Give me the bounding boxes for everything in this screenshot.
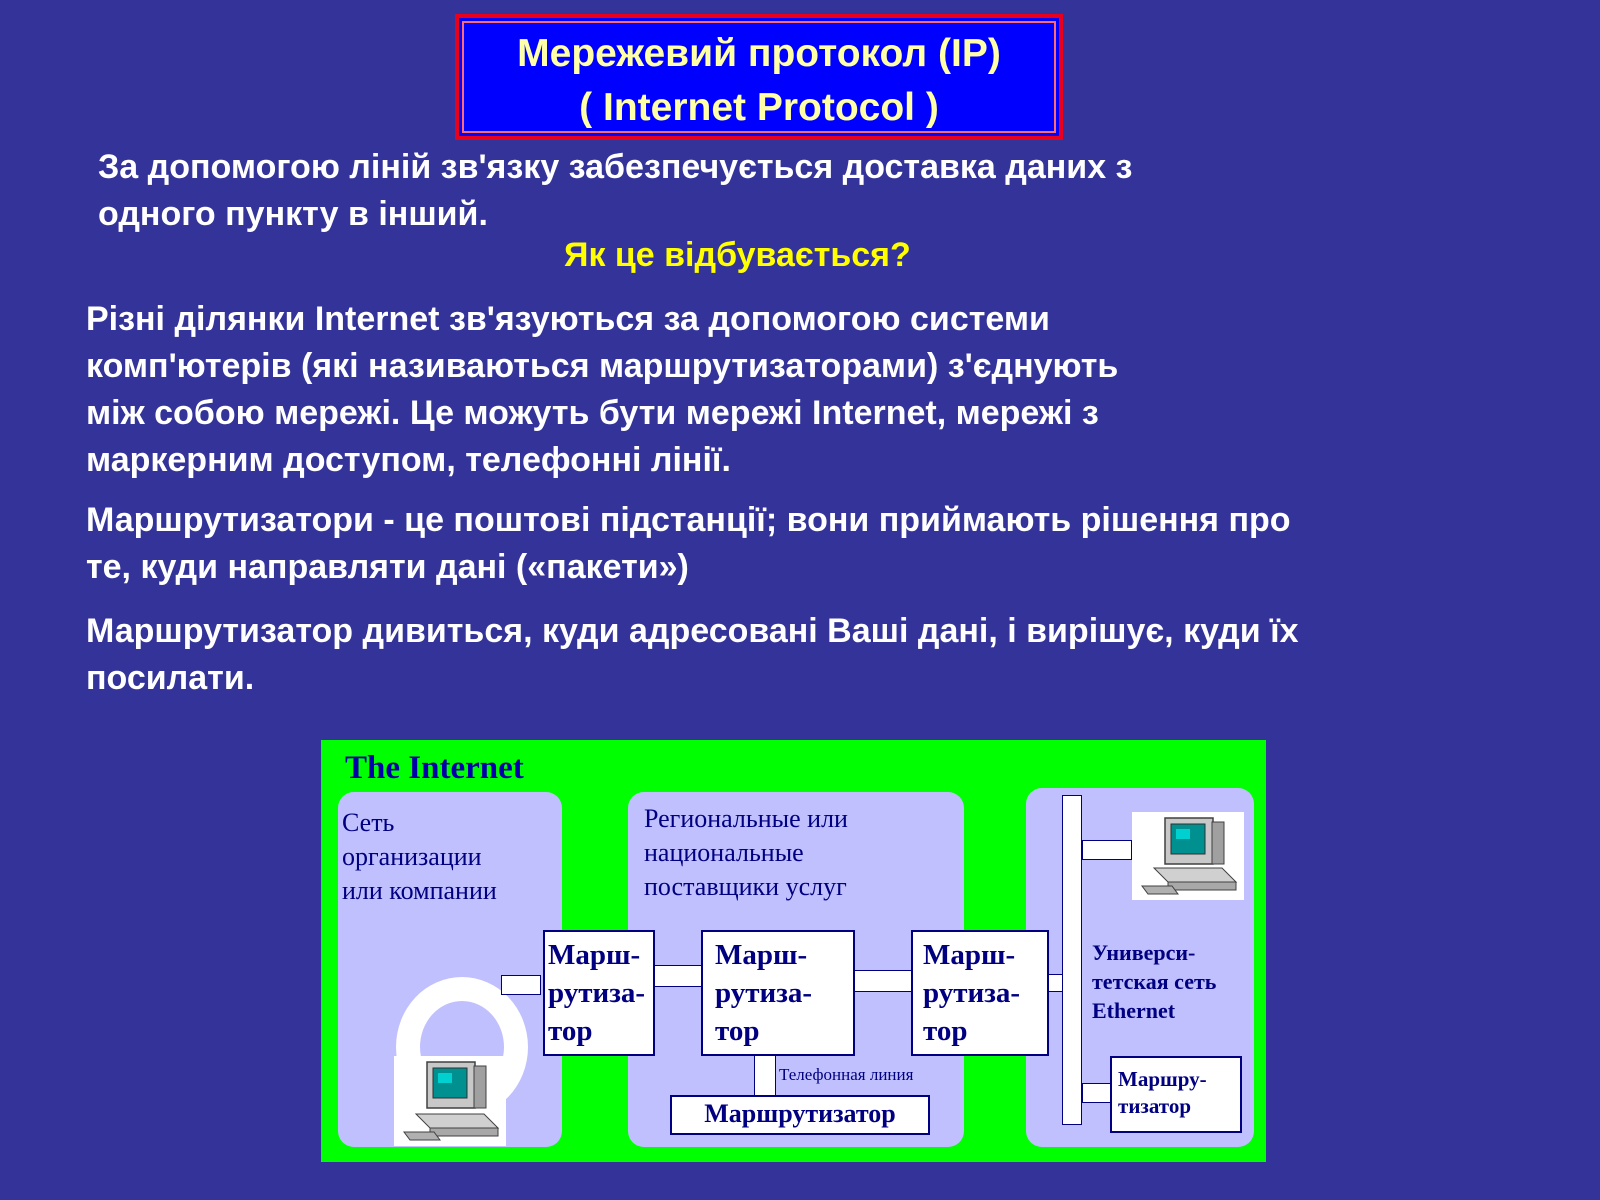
paragraph3-line-1: Маршрутизатор дивиться, куди адресовані Ваші дані, і вирішує, куди їх <box>86 612 1299 650</box>
router-1-label-3: тор <box>548 1015 593 1047</box>
computer-icon <box>1132 812 1244 900</box>
university-label-2: тетская сеть <box>1092 969 1217 994</box>
paragraph1-line-4: маркерним доступом, телефонні лінії. <box>86 441 731 479</box>
paragraph1-line-2: комп'ютерів (які називаються маршрутизаторами) з'єднують <box>86 347 1119 385</box>
router-2 <box>701 930 855 1056</box>
router-2-label-2: рутиза- <box>715 977 813 1009</box>
organization-panel <box>338 792 562 1147</box>
paragraph3-line-2: посилати. <box>86 659 255 697</box>
router-1-label-2: рутиза- <box>548 977 646 1009</box>
university-label <box>1092 938 1216 1025</box>
router-2-label-1: Марш- <box>715 939 808 971</box>
router-1-label-1: Марш- <box>548 939 641 971</box>
university-label-1: Универси- <box>1092 940 1196 965</box>
ethernet-branch-bottom <box>1082 1083 1112 1103</box>
question-heading: Як це відбувається? <box>564 236 911 274</box>
computer-icon <box>394 1056 506 1146</box>
router-1 <box>543 930 655 1056</box>
phone-line-label: Телефонная линия <box>779 1065 914 1084</box>
router-bottom: Маршрутизатор <box>670 1095 930 1135</box>
router-3-label-1: Марш- <box>923 939 1016 971</box>
paragraph2-line-1: Маршрутизатори - це поштові підстанції; вони приймають рішення про <box>86 501 1291 539</box>
router-link-2 <box>853 970 913 992</box>
phone-line-link <box>754 1055 776 1097</box>
title-line-1: Мережевий протокол (IP) <box>517 32 1001 75</box>
router-2-label-3: тор <box>715 1015 760 1047</box>
router-3-label-2: рутиза- <box>923 977 1021 1009</box>
ethernet-bus <box>1062 795 1082 1125</box>
regional-label-3: поставщики услуг <box>644 872 847 901</box>
university-label-3: Ethernet <box>1092 998 1176 1023</box>
diagram-title: The Internet <box>345 750 524 786</box>
ethernet-branch-top <box>1082 840 1132 860</box>
org-label-2: организации <box>342 842 482 871</box>
router-3-label-3: тор <box>923 1015 968 1047</box>
intro-line-2: одного пункту в інший. <box>98 195 488 233</box>
regional-label-1: Региональные или <box>644 804 848 833</box>
router-link-1 <box>654 965 702 987</box>
router-3 <box>911 930 1049 1056</box>
paragraph2-line-2: те, куди направляти дані («пакети») <box>86 548 689 586</box>
paragraph1-line-3: між собою мережі. Це можуть бути мережі Internet, мережі з <box>86 394 1099 432</box>
title-line-2: ( Internet Protocol ) <box>579 86 939 129</box>
router-small-label-2: тизатор <box>1118 1094 1192 1118</box>
internet-diagram <box>321 740 1266 1162</box>
router-small-label-1: Маршру- <box>1118 1067 1207 1091</box>
org-label-1: Сеть <box>342 808 395 837</box>
router-small <box>1110 1056 1242 1133</box>
paragraph1-line-1: Різні ділянки Internet зв'язуються за допомогою системи <box>86 300 1050 338</box>
intro-line-1: За допомогою ліній зв'язку забезпечується доставка даних з <box>98 148 1133 186</box>
regional-label-2: национальные <box>644 838 804 867</box>
org-label-3: или компании <box>342 876 497 905</box>
title-box <box>455 14 1063 140</box>
ring-link <box>501 975 541 995</box>
